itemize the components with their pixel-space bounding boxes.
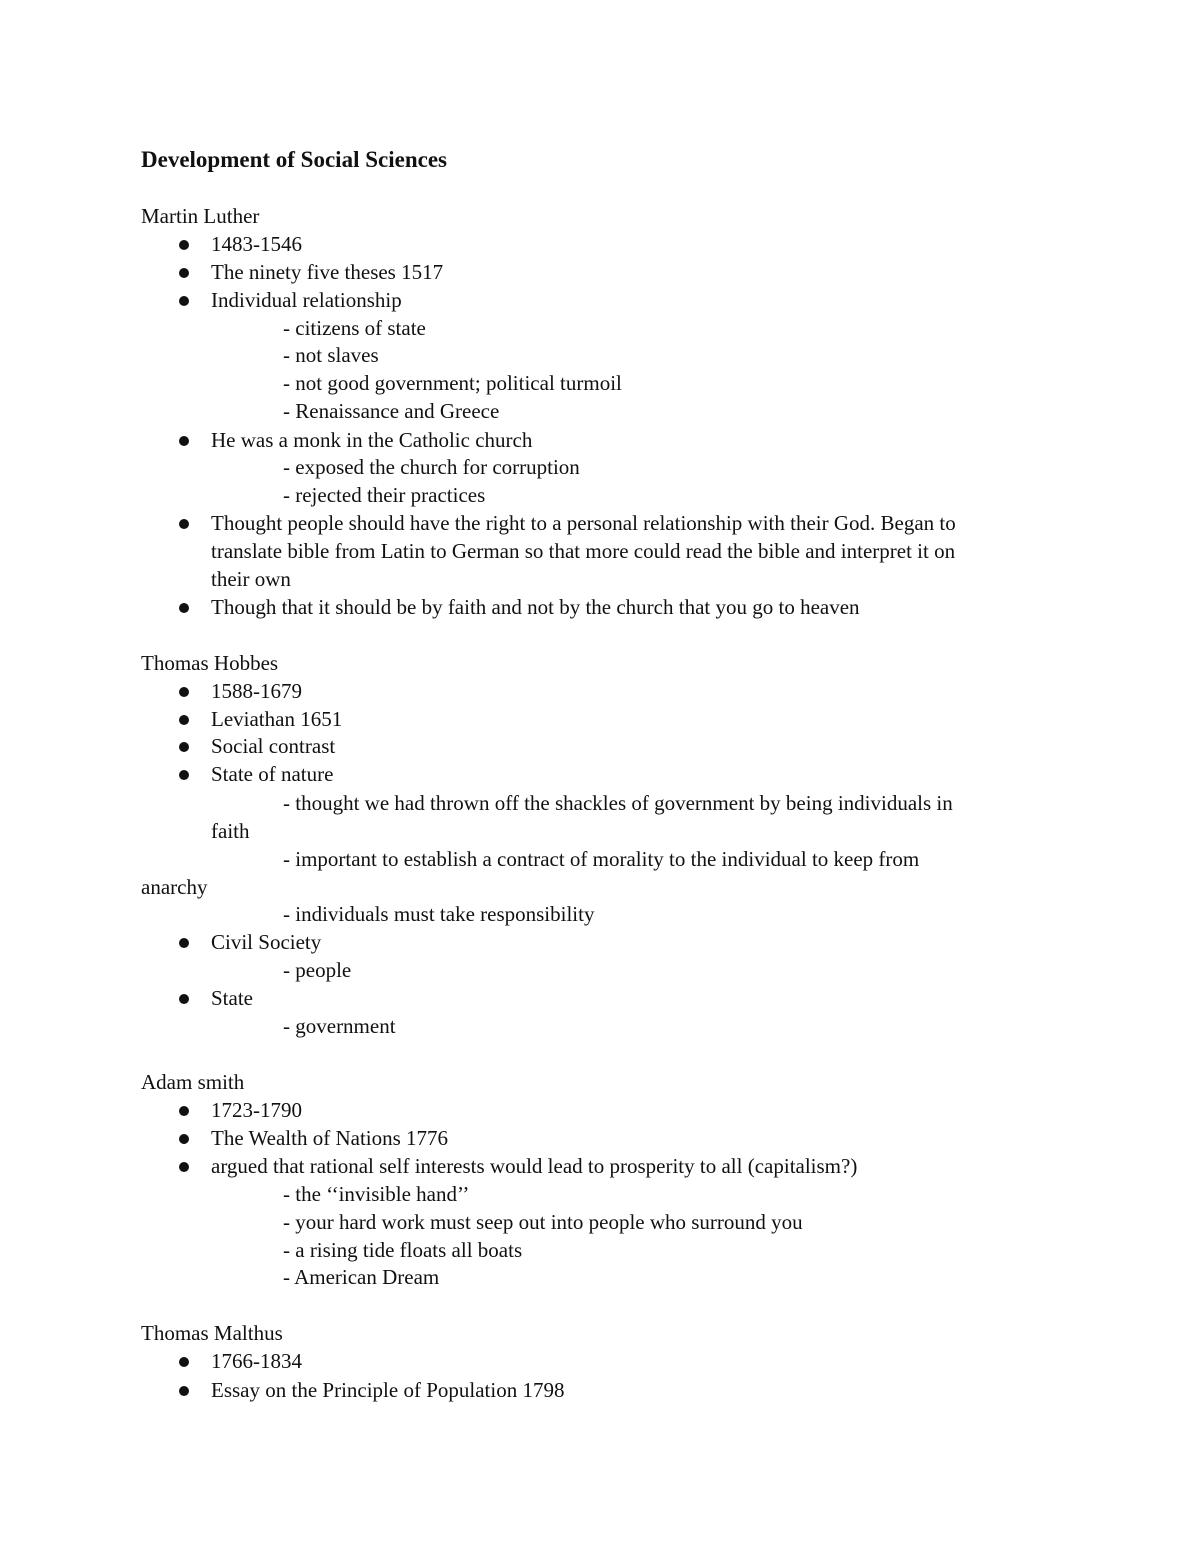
list-item: Social contrast [211,734,336,758]
list-item: Civil Society [211,930,322,954]
list-item: The ninety five theses 1517 [211,260,444,284]
bullet-icon [179,268,189,278]
sub-item: - people [283,958,352,982]
sub-item: - your hard work must seep out into people who surround you [283,1210,803,1234]
sub-item: - the ‘‘invisible hand’’ [283,1182,470,1206]
sub-item: - not good government; political turmoil [283,371,622,395]
bullet-icon [179,1162,189,1172]
sub-item: - rejected their practices [283,483,486,507]
section-heading-luther: Martin Luther [141,204,260,228]
list-item: State of nature [211,762,334,786]
section-heading-hobbes: Thomas Hobbes [141,651,279,675]
sub-item: - important to establish a contract of morality to the individual to keep from [283,847,920,871]
sub-item: - not slaves [283,343,379,367]
list-item: He was a monk in the Catholic church [211,428,533,452]
bullet-icon [179,519,189,529]
section-heading-smith: Adam smith [141,1070,245,1094]
list-item-continuation: translate bible from Latin to German so that more could read the bible and interpret it on [211,539,956,563]
list-item: 1588-1679 [211,679,302,703]
list-item-continuation: their own [211,567,291,591]
bullet-icon [179,240,189,250]
sub-item-continuation: faith [211,819,250,843]
sub-item: - exposed the church for corruption [283,455,580,479]
section-heading-malthus: Thomas Malthus [141,1321,283,1345]
bullet-icon [179,1357,189,1367]
sub-item: - Renaissance and Greece [283,399,500,423]
list-item: 1483-1546 [211,232,302,256]
list-item: argued that rational self interests would lead to prosperity to all (capitalism?) [211,1154,858,1178]
bullet-icon [179,1106,189,1116]
sub-item: - a rising tide floats all boats [283,1238,523,1262]
bullet-icon [179,715,189,725]
list-item: 1766-1834 [211,1349,302,1373]
list-item: Essay on the Principle of Population 1798 [211,1378,565,1402]
bullet-icon [179,770,189,780]
bullet-icon [179,1134,189,1144]
bullet-icon [179,994,189,1004]
sub-item: - citizens of state [283,316,426,340]
bullet-icon [179,296,189,306]
sub-item: - American Dream [283,1265,440,1289]
list-item: Thought people should have the right to a personal relationship with their God. Began to [211,511,956,535]
sub-item-continuation: anarchy [141,875,208,899]
bullet-icon [179,938,189,948]
bullet-icon [179,603,189,613]
document-title: Development of Social Sciences [141,147,447,172]
list-item: State [211,986,253,1010]
bullet-icon [179,742,189,752]
list-item: The Wealth of Nations 1776 [211,1126,449,1150]
sub-item: - government [283,1014,396,1038]
sub-item: - thought we had thrown off the shackles of government by being individuals in [283,791,953,815]
bullet-icon [179,1386,189,1396]
list-item: Individual relationship [211,288,402,312]
list-item: Though that it should be by faith and not by the church that you go to heaven [211,595,860,619]
list-item: Leviathan 1651 [211,707,343,731]
sub-item: - individuals must take responsibility [283,902,595,926]
bullet-icon [179,687,189,697]
list-item: 1723-1790 [211,1098,302,1122]
bullet-icon [179,436,189,446]
